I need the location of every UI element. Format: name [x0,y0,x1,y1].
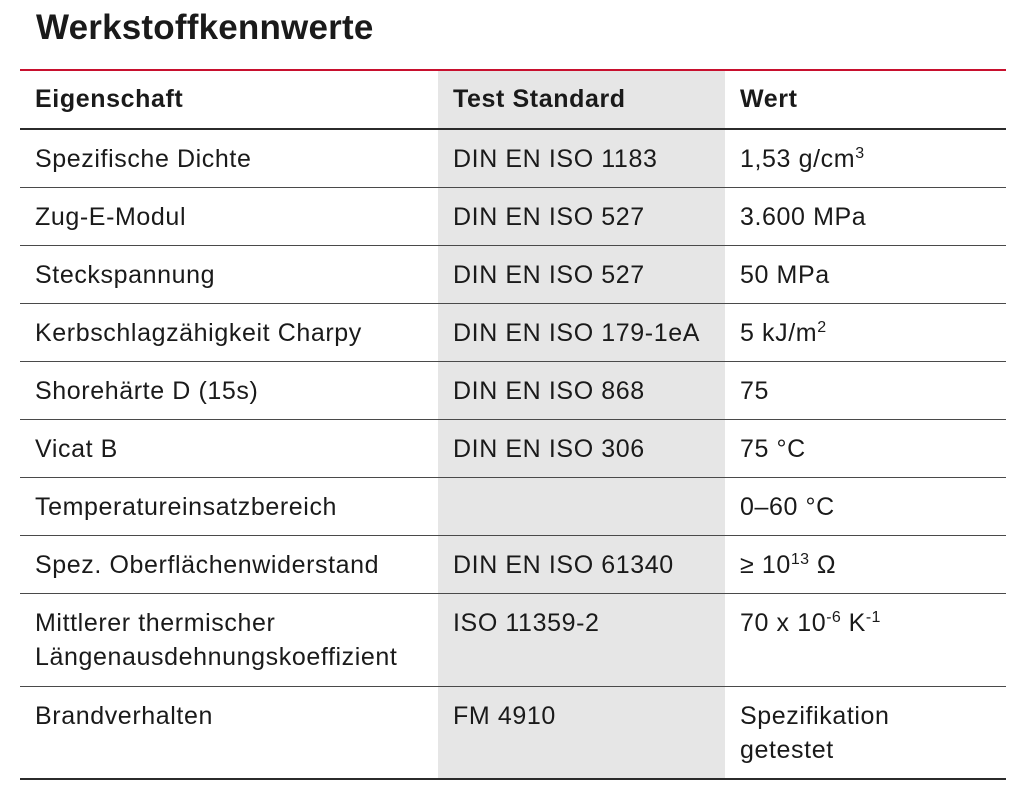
cell-property: Temperatureinsatzbereich [20,477,438,535]
property-line-1: Mittlerer thermischer [35,608,276,637]
table-row [20,303,1006,361]
material-properties-table [20,71,1006,780]
cell-value [725,535,1006,593]
value-text: 5 kJ/m [740,318,818,347]
value-exponent: 13 [790,550,810,568]
header-value: Wert [725,71,1006,129]
value-line-2: getestet [740,735,834,764]
cell-value: 0–60 °C [725,477,1006,535]
value-exponent: 2 [817,318,827,336]
table-row [20,419,1006,477]
cell-value: 75 [725,361,1006,419]
cell-property: Brandverhalten [20,686,438,779]
cell-standard: DIN EN ISO 527 [438,245,725,303]
cell-property: Shorehärte D (15s) [20,361,438,419]
cell-value: 75 °C [725,419,1006,477]
cell-standard: FM 4910 [438,686,725,779]
table-header-row [20,71,1006,129]
cell-standard: DIN EN ISO 1183 [438,129,725,187]
cell-value [725,303,1006,361]
cell-property: Kerbschlagzähigkeit Charpy [20,303,438,361]
cell-property [20,593,438,686]
cell-standard: DIN EN ISO 306 [438,419,725,477]
value-unit: K [841,608,866,637]
table-row [20,129,1006,187]
value-text: 1,53 g/cm [740,145,856,173]
value-exponent: -6 [826,608,842,626]
value-unit-exponent: -1 [865,608,881,626]
cell-standard: DIN EN ISO 527 [438,187,725,245]
cell-property: Spezifische Dichte [20,129,438,187]
value-text: 70 x 10 [740,608,827,637]
cell-standard: ISO 11359-2 [438,593,725,686]
value-unit: Ω [809,550,837,579]
table-row [20,245,1006,303]
table-row [20,535,1006,593]
cell-property: Zug-E-Modul [20,187,438,245]
cell-standard: DIN EN ISO 61340 [438,535,725,593]
cell-value [725,686,1006,779]
property-line-2: Längenausdehnungskoeffizient [35,642,398,671]
page-title: Werkstoffkennwerte [36,8,374,47]
value-line-1: Spezifikation [740,701,890,730]
cell-value: 50 MPa [725,245,1006,303]
table-row [20,361,1006,419]
table-row [20,187,1006,245]
table-row [20,593,1006,686]
table-row [20,686,1006,779]
cell-standard: DIN EN ISO 868 [438,361,725,419]
value-exponent: 3 [855,145,865,162]
table-row [20,477,1006,535]
cell-standard: DIN EN ISO 179-1eA [438,303,725,361]
cell-value [725,129,1006,187]
value-text: ≥ 10 [740,550,791,579]
cell-property: Spez. Oberflächenwiderstand [20,535,438,593]
cell-standard [438,477,725,535]
cell-property: Vicat B [20,419,438,477]
cell-property: Steckspannung [20,245,438,303]
header-standard: Test Standard [438,71,725,129]
cell-value: 3.600 MPa [725,187,1006,245]
cell-value [725,593,1006,686]
header-property: Eigenschaft [20,71,438,129]
